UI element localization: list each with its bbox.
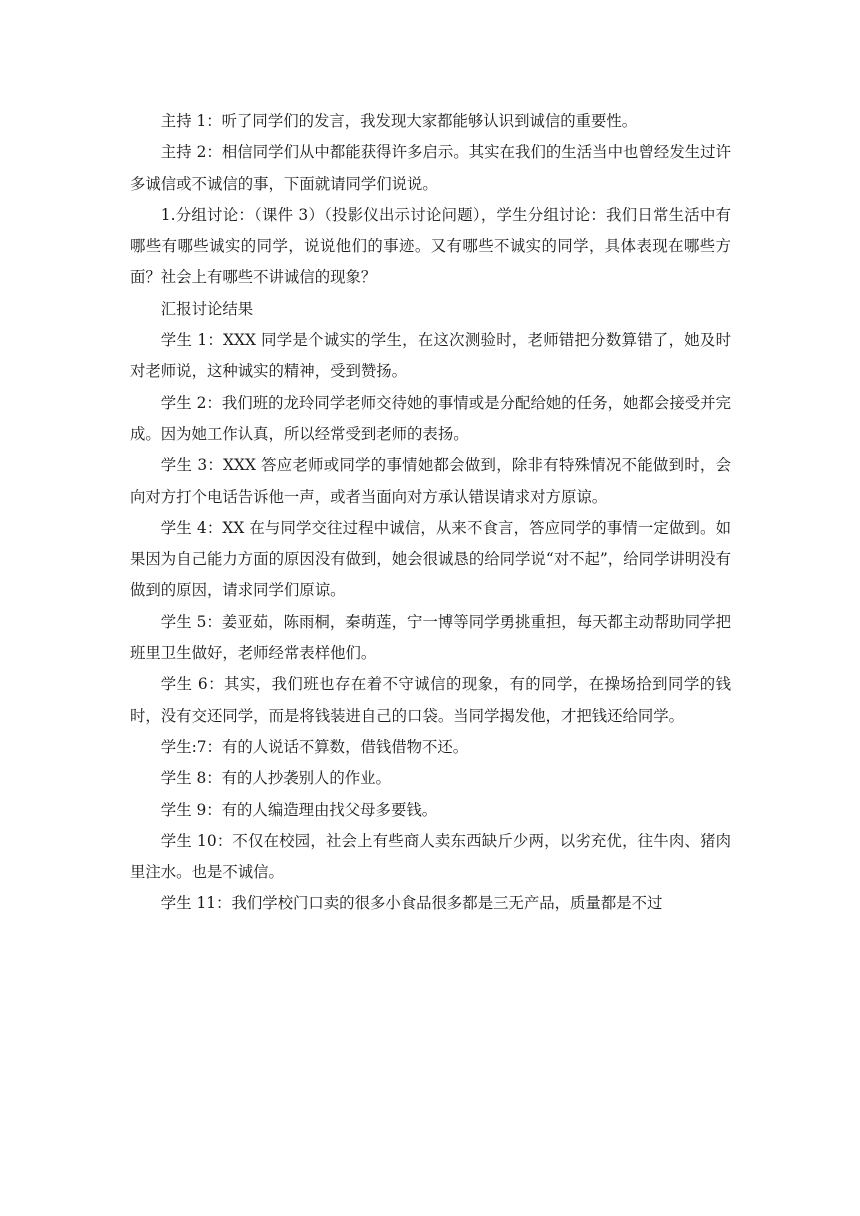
document-body <box>130 106 731 920</box>
paragraph-student-11: 学生 11：我们学校门口卖的很多小食品很多都是三无产品，质量都是不过 <box>160 894 663 913</box>
paragraph-student-6: 学生 6：其实，我们班也存在着不守诚信的现象，有的同学，在操场拾到同学的钱时，没有交还同学，而是将钱装进自己的口袋。当同学揭发他，才把钱还给同学。 <box>130 675 731 725</box>
paragraph-student-5: 学生 5：姜亚茹，陈雨桐，秦萌莲，宁一博等同学勇挑重担，每天都主动帮助同学把班里卫生做好，老师经常表样他们。 <box>130 612 731 663</box>
paragraph-student-1: 学生 1：XXX 同学是个诚实的学生，在这次测验时，老师错把分数算错了，她及时对老师说，这种诚实的精神，受到赞扬。 <box>130 331 731 381</box>
paragraph-student-2: 学生 2：我们班的龙玲同学老师交待她的事情或是分配给她的任务，她都会接受并完成。因为她工作认真，所以经常受到老师的表扬。 <box>130 393 731 443</box>
paragraph-student-9: 学生 9：有的人编造理由找父母多要钱。 <box>160 800 438 819</box>
paragraph-student-3: 学生 3：XXX 答应老师或同学的事情她都会做到，除非有特殊情况不能做到时，会向对方打个电话告诉他一声，或者当面向对方承认错误请求对方原谅。 <box>130 456 731 506</box>
paragraph-student-4: 学生 4：XX 在与同学交往过程中诚信，从来不食言，答应同学的事情一定做到。如果因为自己能力方面的原因没有做到，她会很诚恳的给同学说“对不起”，给同学讲明没有做到的原因，请求同学们原谅。 <box>130 518 731 600</box>
paragraph-student-10: 学生 10：不仅在校园，社会上有些商人卖东西缺斤少两，以劣充优，往牛肉、猪肉里注水。也是不诚信。 <box>130 831 731 882</box>
paragraph-host-1: 主持 1：听了同学们的发言，我发现大家都能够认识到诚信的重要性。 <box>160 112 638 130</box>
paragraph-report-heading: 汇报讨论结果 <box>160 299 254 318</box>
paragraph-host-2: 主持 2：相信同学们从中都能获得许多启示。其实在我们的生活当中也曾经发生过许多诚信或不诚信的事，下面就请同学们说说。 <box>130 143 731 193</box>
paragraph-group-discussion: 1.分组讨论：（课件 3）（投影仪出示讨论问题），学生分组讨论：我们日常生活中有哪些有哪些诚实的同学，说说他们的事迹。又有哪些不诚实的同学，具体表现在哪些方面？社会上有哪些不讲诚信的现象？ <box>130 205 731 287</box>
paragraph-student-7: 学生:7：有的人说话不算数，借钱借物不还。 <box>160 737 469 756</box>
paragraph-student-8: 学生 8：有的人抄袭别人的作业。 <box>160 769 391 788</box>
